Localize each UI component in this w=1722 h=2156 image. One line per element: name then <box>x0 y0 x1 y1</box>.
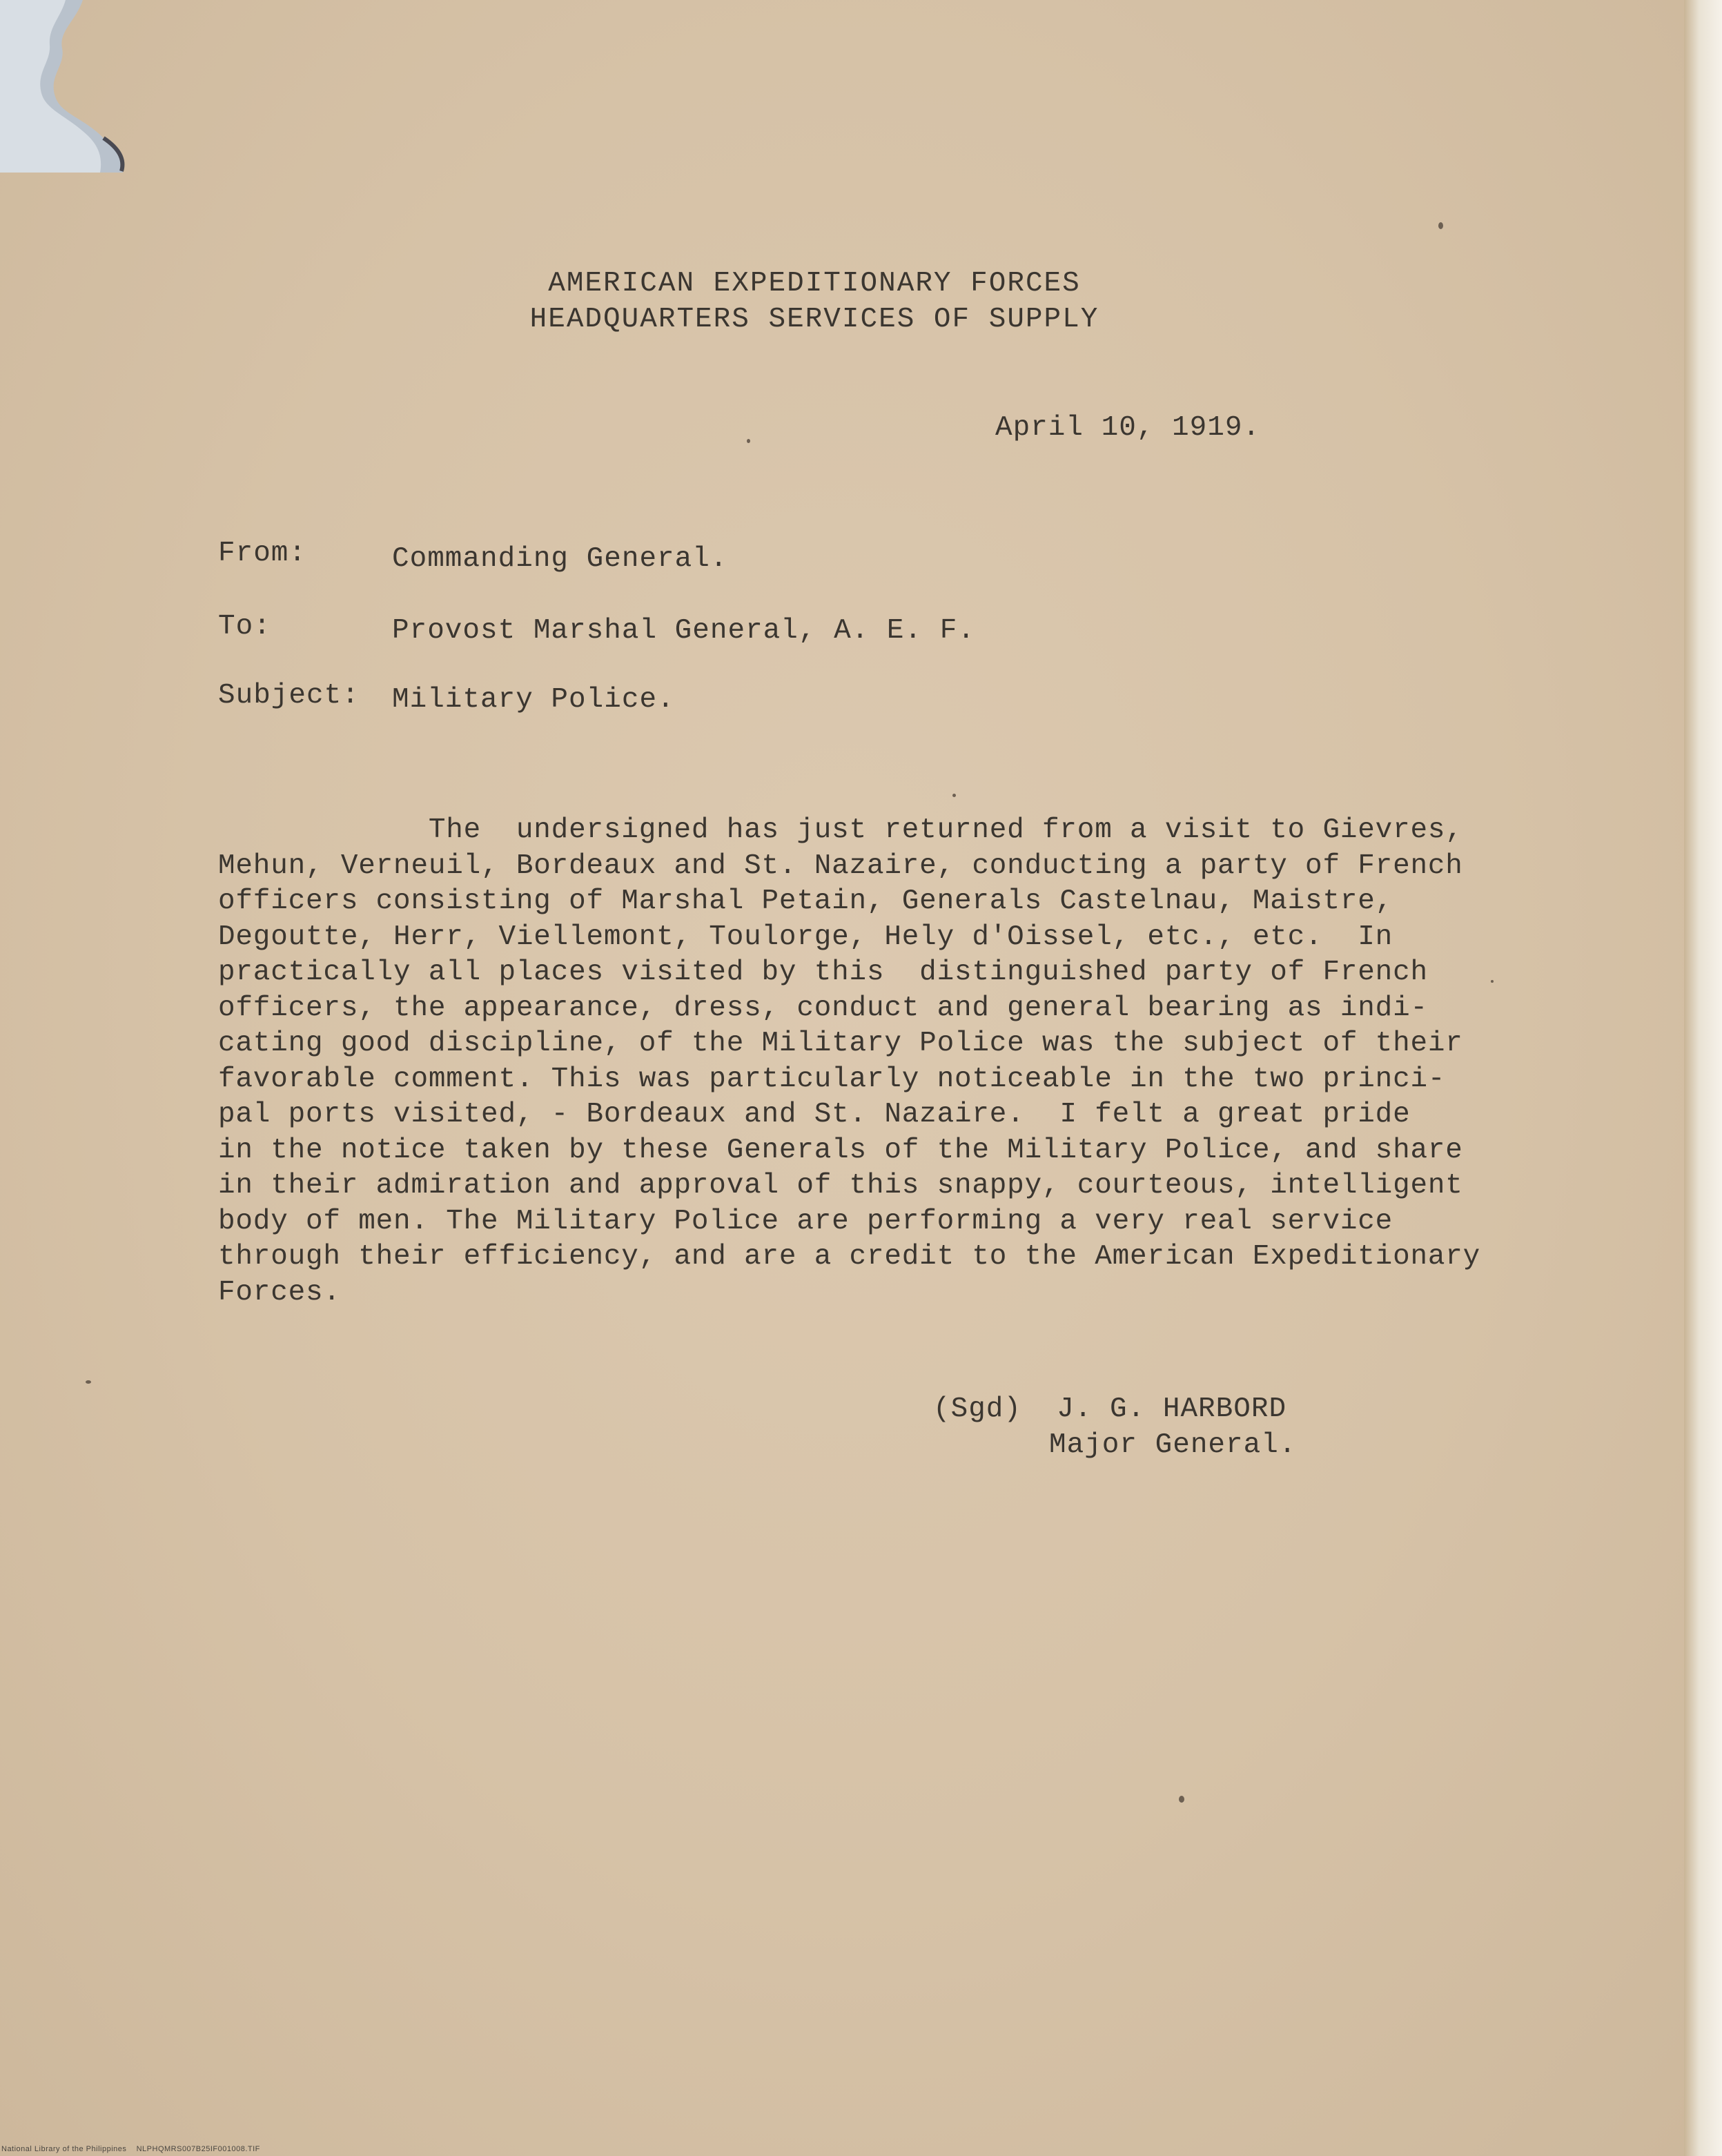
letter-body <box>218 813 1481 1311</box>
body-line: Forces. <box>218 1276 341 1309</box>
subject-label: Subject: <box>218 680 360 712</box>
to-label: To: <box>218 611 271 643</box>
torn-corner <box>0 0 145 173</box>
paper-speck <box>952 794 956 797</box>
paper-speck <box>1179 1796 1184 1803</box>
body-line: body of men. The Military Police are performing a very real service <box>218 1205 1393 1237</box>
paper-speck <box>86 1380 91 1384</box>
letterhead-line-2: HEADQUARTERS SERVICES OF SUPPLY <box>529 304 1099 335</box>
body-line: through their efficiency, and are a credit to the American Expeditionary <box>218 1241 1481 1273</box>
body-line: cating good discipline, of the Military Police was the subject of their <box>218 1028 1463 1059</box>
body-line: officers consisting of Marshal Petain, Generals Castelnau, Maistre, <box>218 885 1393 917</box>
signature-name: (Sgd) J. G. HARBORD <box>933 1393 1287 1425</box>
body-line: Mehun, Verneuil, Bordeaux and St. Nazaire, conducting a party of French <box>218 850 1463 882</box>
signature-rank: Major General. <box>1049 1429 1297 1461</box>
paper-speck <box>747 439 750 443</box>
body-line: pal ports visited, - Bordeaux and St. Nazaire. I felt a great pride <box>218 1099 1411 1130</box>
body-line: practically all places visited by this distinguished party of French <box>218 957 1428 988</box>
letter-date: April 10, 1919. <box>995 412 1261 444</box>
body-line: favorable comment. This was particularly noticeable in the two princi- <box>218 1063 1446 1095</box>
body-line: in their admiration and approval of this snappy, courteous, intelligent <box>218 1170 1463 1202</box>
body-line: Degoutte, Herr, Viellemont, Toulorge, Hely d'Oissel, etc., etc. In <box>218 921 1393 953</box>
body-line: in the notice taken by these Generals of the Military Police, and share <box>218 1134 1463 1166</box>
paper-speck <box>1438 222 1443 229</box>
body-line: The undersigned has just returned from a visit to Gievres, <box>218 814 1463 846</box>
body-line: officers, the appearance, dress, conduct and general bearing as indi- <box>218 992 1428 1024</box>
to-value: Provost Marshal General, A. E. F. <box>392 615 975 647</box>
subject-value: Military Police. <box>392 684 675 716</box>
from-value: Commanding General. <box>392 543 728 575</box>
paper-edge <box>1684 0 1722 2156</box>
archive-footer: National Library of the Philippines NLPHQMRS007B25IF001008.TIF <box>1 2145 260 2153</box>
from-label: From: <box>218 538 307 569</box>
paper-speck <box>1491 980 1494 983</box>
letterhead-line-1: AMERICAN EXPEDITIONARY FORCES <box>548 268 1081 300</box>
